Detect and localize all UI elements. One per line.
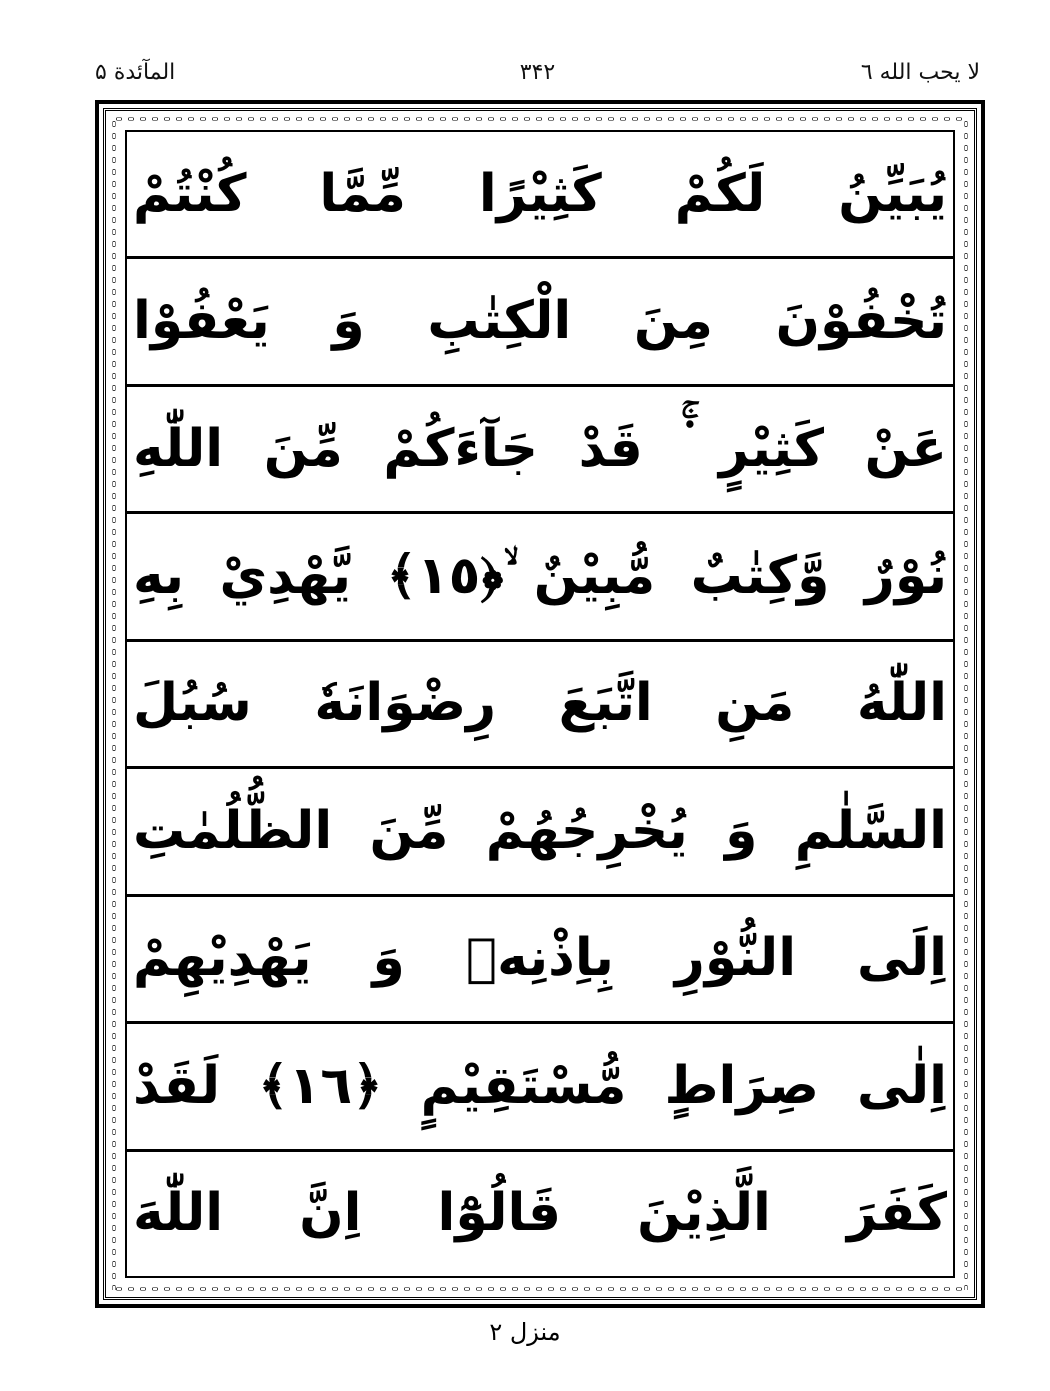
text-line (127, 1024, 953, 1151)
text-block (125, 130, 955, 1278)
juz-title: لا یحب الله ٦ (860, 60, 980, 85)
line-text: يُبَيِّنُ لَكُمْ كَثِيْرًا مِّمَّا كُنْتُمْ (133, 163, 947, 224)
text-line (127, 769, 953, 896)
chain-border-top (113, 113, 967, 125)
line-text: السَّلٰمِ وَ يُخْرِجُهُمْ مِّنَ الظُّلُمٰتِ (133, 800, 947, 861)
manzil-footer: منزل ۲ (489, 1318, 561, 1346)
line-text: عَنْ كَثِيْرٍ ۬ۚ قَدْ جَآءَكُمْ مِّنَ اللّٰهِ (133, 418, 947, 479)
line-text: كَفَرَ الَّذِيْنَ قَالُوْٓا اِنَّ اللّٰهَ (133, 1183, 947, 1244)
text-line (127, 514, 953, 641)
text-line (127, 387, 953, 514)
line-text: تُخْفُوْنَ مِنَ الْكِتٰبِ وَ يَعْفُوْا (133, 291, 947, 352)
line-text: اِلَى النُّوْرِ بِاِذْنِهٖ وَ يَهْدِيْهِمْ (133, 928, 947, 989)
decorative-page-frame (95, 100, 985, 1308)
page-number: ٣۴٢ (519, 60, 556, 85)
text-line (127, 642, 953, 769)
page-header (95, 58, 980, 98)
text-line (127, 1152, 953, 1276)
text-line (127, 132, 953, 259)
text-line (127, 259, 953, 386)
line-text: نُوْرٌ وَّكِتٰبٌ مُّبِيْنٌ ۙ﴿١٥﴾ يَّهْدِيْ بِهِ (133, 545, 947, 606)
line-text: اللّٰهُ مَنِ اتَّبَعَ رِضْوَانَهٗ سُبُلَ (133, 673, 947, 734)
chain-border-left (108, 118, 120, 1290)
surah-title: المآئدة ۵ (95, 60, 176, 85)
chain-border-right (960, 118, 972, 1290)
chain-border-bottom (113, 1283, 967, 1295)
line-text: اِلٰى صِرَاطٍ مُّسْتَقِيْمٍ ﴿١٦﴾ لَقَدْ (133, 1055, 948, 1116)
text-line (127, 897, 953, 1024)
